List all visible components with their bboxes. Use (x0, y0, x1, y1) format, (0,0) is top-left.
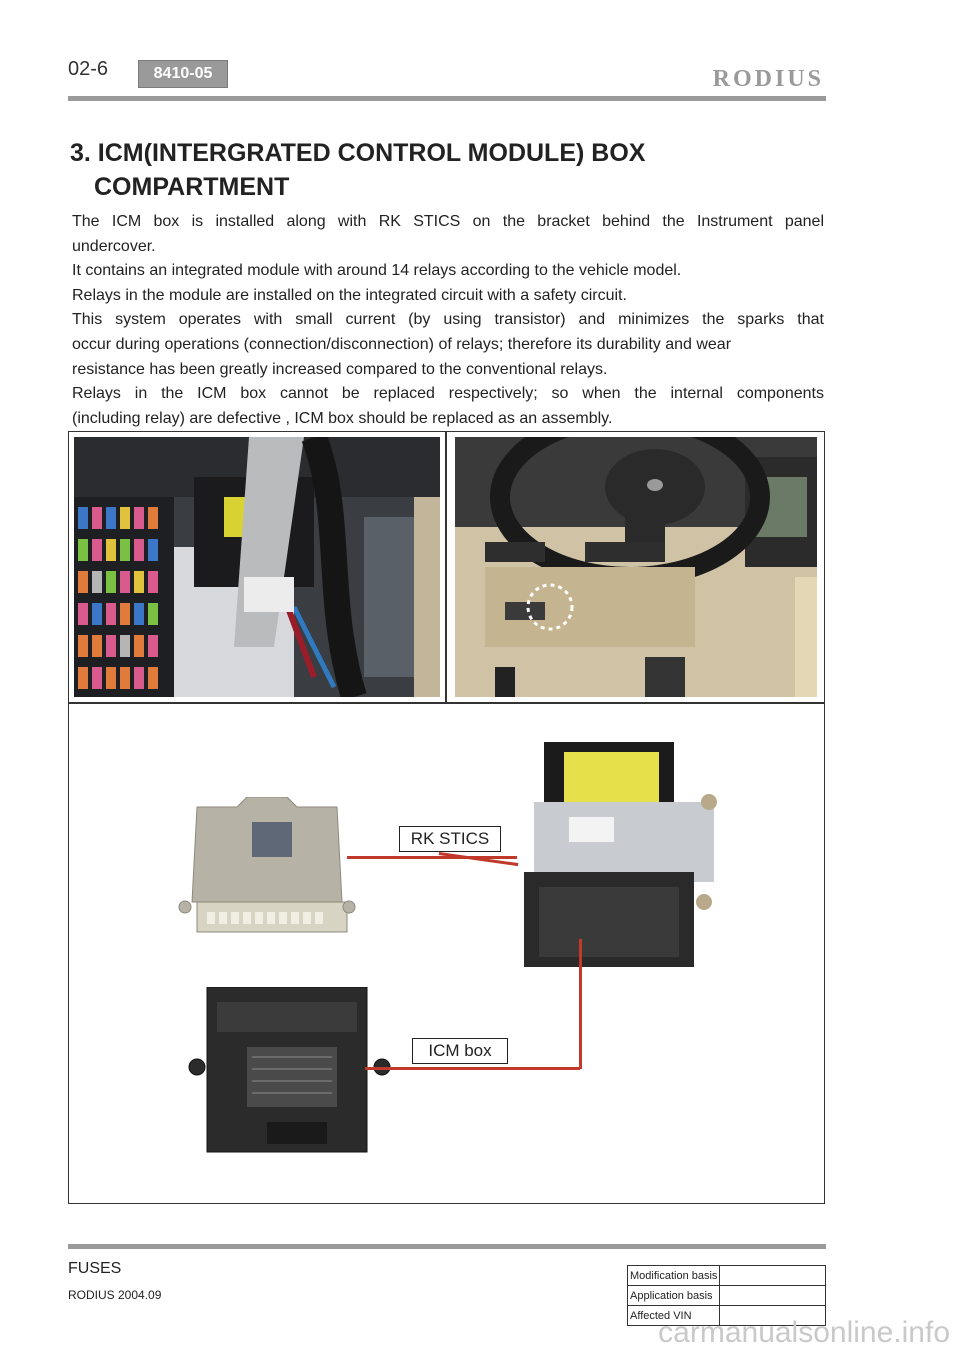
revision-row (628, 1266, 826, 1286)
revision-row (628, 1286, 826, 1306)
paragraph-4-line-2: occur during operations (connection/disconnection) of relays; therefore its durability and wear (72, 335, 732, 353)
photo-icm-assembly (514, 742, 724, 972)
revision-value (720, 1266, 826, 1286)
paragraph-5-line-1: Relays in the ICM box cannot be replaced respectively; so when the internal components (72, 385, 824, 403)
photo-instrument-panel (455, 437, 817, 697)
footer-model-date: RODIUS 2004.09 (68, 1288, 162, 1302)
footer-section-name: FUSES (68, 1260, 122, 1277)
revision-label: Modification basis (628, 1266, 720, 1286)
photo-fuse-box-area (74, 437, 440, 697)
paragraph-1-line-2: undercover. (72, 237, 156, 255)
callout-icm-box: ICM box (412, 1038, 508, 1064)
paragraph-1-line-1: The ICM box is installed along with RK STICS on the bracket behind the Instrument panel (72, 213, 824, 230)
watermark: carmanualsonline.info (658, 1316, 950, 1349)
leader-line-rk-left (347, 856, 517, 859)
section-code-badge: 8410-05 (138, 60, 228, 88)
figure-divider-horizontal (69, 702, 824, 704)
photo-rk-stics-module (177, 797, 357, 937)
paragraph-4-line-3: resistance has been greatly increased compared to the conventional relays. (72, 360, 608, 378)
page-title-line2: COMPARTMENT (94, 173, 290, 201)
leader-line-icm-vertical (579, 939, 582, 1069)
body-text (72, 210, 824, 431)
brand-logo: RODIUS (712, 66, 824, 92)
revision-label: Affected VIN (628, 1306, 720, 1326)
page-number: 02-6 (68, 58, 109, 80)
footer-divider (68, 1244, 826, 1249)
header-divider (68, 96, 826, 101)
figure-frame (68, 431, 825, 1204)
revision-value (720, 1286, 826, 1306)
figure-divider-vertical (445, 432, 447, 702)
callout-rk-stics: RK STICS (399, 826, 501, 852)
paragraph-3: Relays in the module are installed on the integrated circuit with a safety circuit. (72, 286, 627, 304)
page-title (70, 136, 830, 204)
photo-icm-box (187, 987, 392, 1157)
page-title-line1: 3. ICM(INTERGRATED CONTROL MODULE) BOX (70, 139, 646, 167)
paragraph-4-line-1: This system operates with small current (by using transistor) and minimizes the sparks that (72, 311, 824, 329)
leader-line-rk-right (439, 852, 519, 866)
revision-label: Application basis (628, 1286, 720, 1306)
leader-line-icm-horizontal (365, 1067, 580, 1070)
paragraph-5-line-2: (including relay) are defective , ICM box should be replaced as an assembly. (72, 409, 613, 427)
paragraph-2: It contains an integrated module with around 14 relays according to the vehicle model. (72, 262, 682, 280)
